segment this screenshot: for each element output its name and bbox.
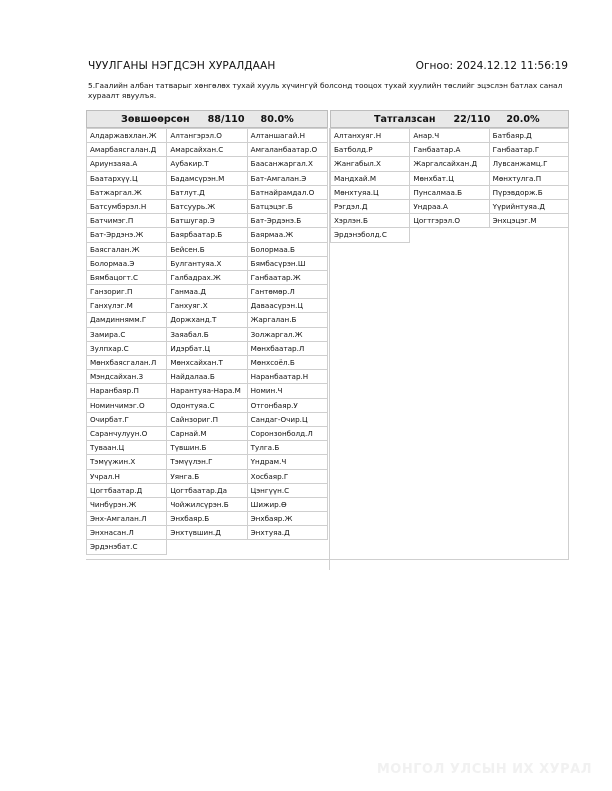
yes-member-name: Тулга.Б: [248, 441, 328, 455]
yes-member-name: Зулпхар.С: [87, 342, 167, 356]
yes-member-name: Учрал.Н: [87, 470, 167, 484]
yes-member-name: Саранчулуун.О: [87, 427, 167, 441]
yes-member-name: Энхтуяа.Д: [248, 526, 328, 540]
yes-votes-header: [86, 110, 328, 128]
no-names-grid: [330, 128, 569, 243]
yes-member-name: Галбадрах.Ж: [167, 271, 247, 285]
yes-member-name: Шижир.Ө: [248, 498, 328, 512]
yes-member-name: Батчимэг.П: [87, 214, 167, 228]
yes-member-name: Отгонбаяр.У: [248, 399, 328, 413]
no-member-name: Цогтгэрэл.О: [410, 214, 489, 228]
no-member-name: Эрдэнэболд.С: [331, 228, 410, 242]
yes-label: Зөвшөөрсөн: [121, 113, 190, 125]
yes-member-name: Цогтбаатар.Д: [87, 484, 167, 498]
yes-member-name: Батшугар.Э: [167, 214, 247, 228]
yes-member-name: Мөнхсоёл.Б: [248, 356, 328, 370]
no-member-name: Хэрлэн.Б: [331, 214, 410, 228]
yes-member-name: Тэмүүлэн.Г: [167, 455, 247, 469]
yes-count: 88/110: [207, 113, 245, 125]
yes-member-name: Мэндсайхан.З: [87, 370, 167, 384]
yes-member-name: Баясгалан.Ж: [87, 243, 167, 257]
yes-member-name: Түвшин.Б: [167, 441, 247, 455]
yes-member-name: Болормаа.Б: [248, 243, 328, 257]
yes-member-name: Мөнхбаясгалан.Л: [87, 356, 167, 370]
yes-member-name: Булгантуяа.Х: [167, 257, 247, 271]
yes-member-name: Батнайрамдал.О: [248, 186, 328, 200]
yes-member-name: Замира.С: [87, 328, 167, 342]
yes-member-name: Алтангэрэл.О: [167, 129, 247, 143]
yes-member-name: Уянга.Б: [167, 470, 247, 484]
yes-member-name: Даваасүрэн.Ц: [248, 299, 328, 313]
no-member-name: Анар.Ч: [410, 129, 489, 143]
no-votes-header: [330, 110, 569, 128]
yes-member-name: Амгаланбаатар.О: [248, 143, 328, 157]
yes-member-name: Наранбаатар.Н: [248, 370, 328, 384]
session-date: Огноо: 2024.12.12 11:56:19: [415, 60, 568, 72]
yes-member-name: Заяабал.Б: [167, 328, 247, 342]
no-member-name: Батболд.Р: [331, 143, 410, 157]
yes-member-name: Найдалаа.Б: [167, 370, 247, 384]
no-member-name: Ганбаатар.А: [410, 143, 489, 157]
yes-member-name: Энхтүвшин.Д: [167, 526, 247, 540]
no-member-name: Энхцэцэг.М: [490, 214, 569, 228]
table-bottom-border: [86, 559, 569, 560]
yes-votes-panel: [86, 110, 328, 555]
yes-member-name: Чинбүрэн.Ж: [87, 498, 167, 512]
yes-member-name: Жаргалан.Б: [248, 313, 328, 327]
yes-member-name: Сарнай.М: [167, 427, 247, 441]
no-member-name: Жангабыл.Х: [331, 157, 410, 171]
yes-member-name: Бямбасүрэн.Ш: [248, 257, 328, 271]
yes-member-name: Батцэцэг.Б: [248, 200, 328, 214]
yes-member-name: Сайнзориг.П: [167, 413, 247, 427]
yes-member-name: Бямбацогт.С: [87, 271, 167, 285]
panel-divider: [329, 128, 330, 570]
yes-member-name: Баатархүү.Ц: [87, 172, 167, 186]
empty-cell: [490, 228, 569, 242]
yes-member-name: Үндрам.Ч: [248, 455, 328, 469]
yes-member-name: Мөнхбаатар.Л: [248, 342, 328, 356]
yes-member-name: Бат-Эрдэнэ.Ж: [87, 228, 167, 242]
yes-member-name: Энхбаяр.Б: [167, 512, 247, 526]
yes-member-name: Цогтбаатар.Да: [167, 484, 247, 498]
yes-member-name: Чойжилсүрэн.Б: [167, 498, 247, 512]
yes-member-name: Энхнасан.Л: [87, 526, 167, 540]
no-member-name: Үүрийнтуяа.Д: [490, 200, 569, 214]
yes-member-name: Нарантуяа-Нара.М: [167, 384, 247, 398]
yes-member-name: Баярмаа.Ж: [248, 228, 328, 242]
yes-member-name: Бат-Эрдэнэ.Б: [248, 214, 328, 228]
watermark: МОНГОЛ УЛСЫН ИХ ХУРАЛ: [376, 762, 592, 777]
yes-member-name: Очирбат.Г: [87, 413, 167, 427]
yes-member-name: Одонтуяа.С: [167, 399, 247, 413]
yes-member-name: Номин.Ч: [248, 384, 328, 398]
yes-member-name: Золжаргал.Ж: [248, 328, 328, 342]
yes-member-name: Бадамсүрэн.М: [167, 172, 247, 186]
yes-member-name: Батжаргал.Ж: [87, 186, 167, 200]
yes-percent: 80.0%: [260, 113, 294, 125]
table-right-border: [568, 128, 569, 560]
no-member-name: Ундраа.А: [410, 200, 489, 214]
yes-member-name: Ганмаа.Д: [167, 285, 247, 299]
no-member-name: Жаргалсайхан.Д: [410, 157, 489, 171]
yes-member-name: Амарсайхан.С: [167, 143, 247, 157]
yes-member-name: Болормаа.Э: [87, 257, 167, 271]
yes-member-name: Доржханд.Т: [167, 313, 247, 327]
yes-member-name: Батсумбэрэл.Н: [87, 200, 167, 214]
no-member-name: Мөнхтуяа.Ц: [331, 186, 410, 200]
yes-member-name: Батлут.Д: [167, 186, 247, 200]
yes-member-name: Сандаг-Очир.Ц: [248, 413, 328, 427]
no-member-name: Мандхай.М: [331, 172, 410, 186]
yes-member-name: Гантөмөр.Л: [248, 285, 328, 299]
yes-member-name: Алтаншагай.Н: [248, 129, 328, 143]
page-header: [88, 60, 568, 76]
yes-names-grid: [86, 128, 328, 555]
yes-member-name: Бейсен.Б: [167, 243, 247, 257]
yes-member-name: Наранбаяр.П: [87, 384, 167, 398]
yes-member-name: Алдаржавхлан.Ж: [87, 129, 167, 143]
yes-member-name: Энхбаяр.Ж: [248, 512, 328, 526]
yes-member-name: Баярбаатар.Б: [167, 228, 247, 242]
no-member-name: Алтанхуяг.Н: [331, 129, 410, 143]
yes-member-name: Ганхүлэг.М: [87, 299, 167, 313]
yes-member-name: Ганбаатар.Ж: [248, 271, 328, 285]
yes-member-name: Цэнгүүн.С: [248, 484, 328, 498]
no-percent: 20.0%: [506, 113, 540, 125]
no-member-name: Мөнхтулга.П: [490, 172, 569, 186]
no-label: Татгалзсан: [374, 113, 436, 125]
empty-cell: [410, 228, 489, 242]
yes-member-name: Аубакир.Т: [167, 157, 247, 171]
yes-member-name: Идэрбат.Ц: [167, 342, 247, 356]
session-title: ЧУУЛГАНЫ НЭГДСЭН ХУРАЛДААН: [88, 60, 276, 72]
no-member-name: Ганбаатар.Г: [490, 143, 569, 157]
yes-member-name: Ганхуяг.Х: [167, 299, 247, 313]
no-member-name: Рэгдэл.Д: [331, 200, 410, 214]
yes-member-name: Тэмүүжин.Х: [87, 455, 167, 469]
yes-member-name: Соронзонболд.Л: [248, 427, 328, 441]
yes-member-name: Ганзориг.П: [87, 285, 167, 299]
yes-member-name: Мөнхсайхан.Т: [167, 356, 247, 370]
yes-member-name: Эрдэнэбат.С: [87, 540, 167, 554]
agenda-item: 5.Гаалийн албан татварыг хөнгөлөх тухай хууль хүчингүй болсонд тооцох тухай хуулийн төслийг эцэслэн батлах санал хураалт явуулъя.: [88, 81, 563, 100]
no-member-name: Пүрэвдорж.Б: [490, 186, 569, 200]
no-member-name: Пунсалмаа.Б: [410, 186, 489, 200]
empty-cell: [248, 540, 328, 554]
yes-member-name: Туваан.Ц: [87, 441, 167, 455]
no-votes-panel: [330, 110, 569, 243]
yes-member-name: Хосбаяр.Г: [248, 470, 328, 484]
no-count: 22/110: [453, 113, 491, 125]
yes-member-name: Батсуурь.Ж: [167, 200, 247, 214]
no-member-name: Батбаяр.Д: [490, 129, 569, 143]
yes-member-name: Энх-Амгалан.Л: [87, 512, 167, 526]
yes-member-name: Бат-Амгалан.Э: [248, 172, 328, 186]
yes-member-name: Амарбаясгалан.Д: [87, 143, 167, 157]
no-member-name: Мөнхбат.Ц: [410, 172, 489, 186]
empty-cell: [167, 540, 247, 554]
yes-member-name: Ариунзаяа.А: [87, 157, 167, 171]
no-member-name: Лувсанжамц.Г: [490, 157, 569, 171]
yes-member-name: Номинчимэг.О: [87, 399, 167, 413]
yes-member-name: Дамдиннямм.Г: [87, 313, 167, 327]
yes-member-name: Баасанжаргал.Х: [248, 157, 328, 171]
